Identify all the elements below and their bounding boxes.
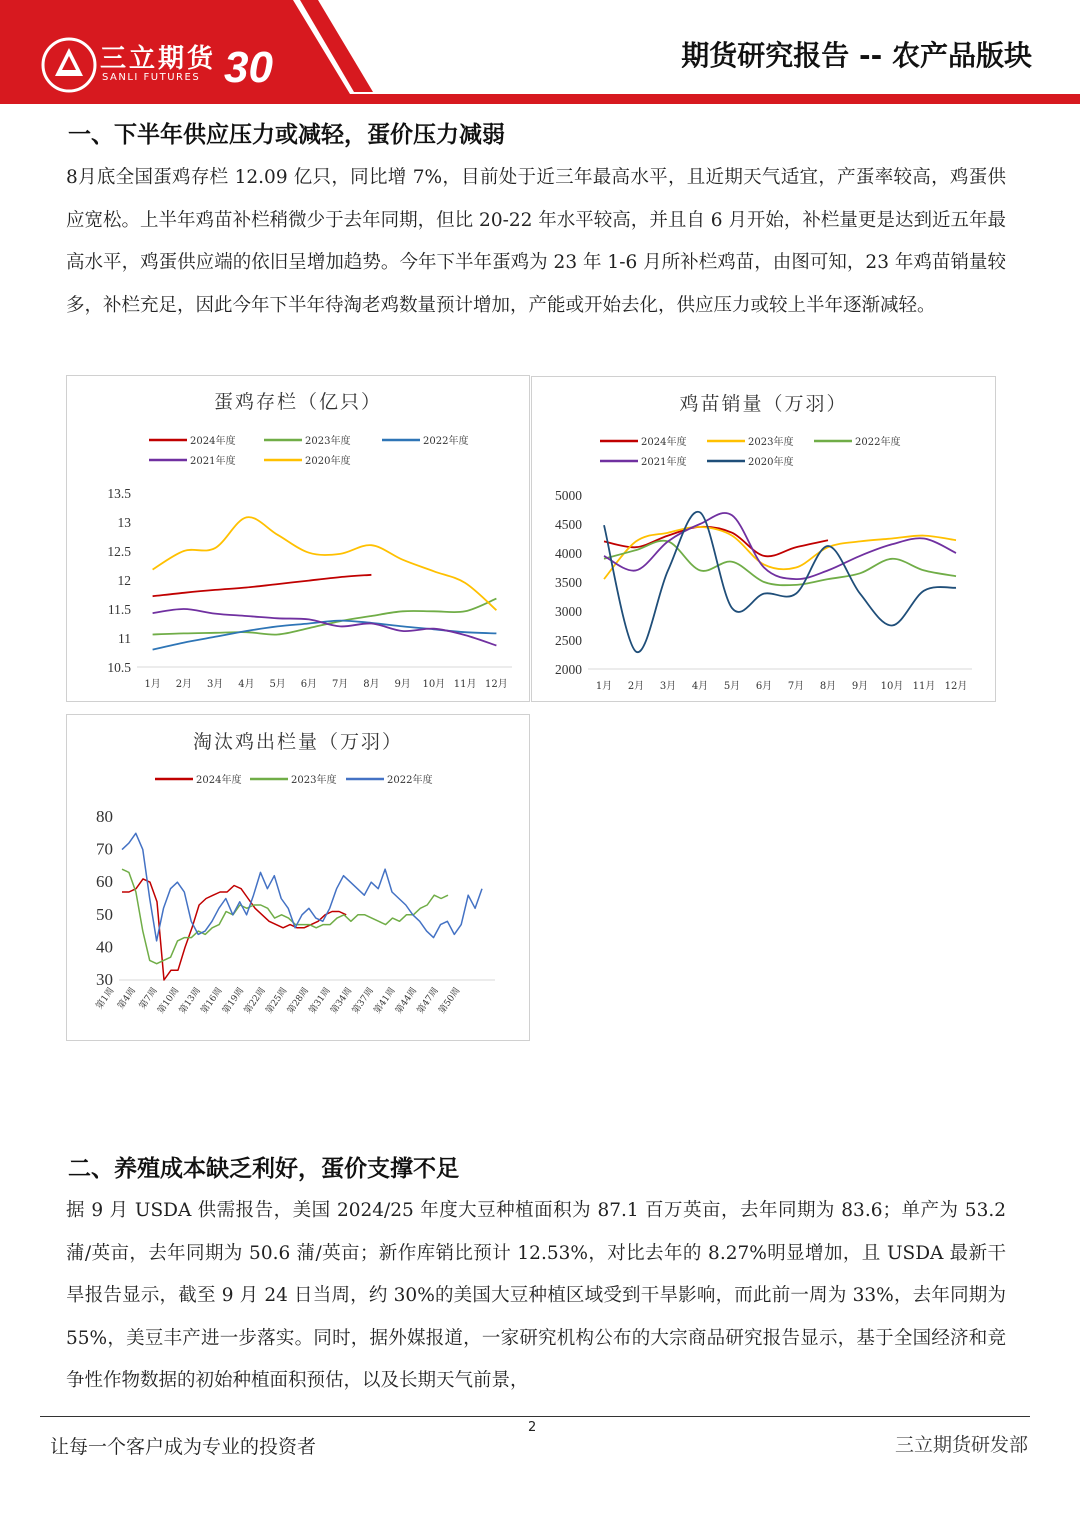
legend-label: 2021年度 [641,457,687,468]
series-line [153,575,372,596]
legend-label: 2022年度 [855,437,901,448]
x-tick-label: 10月 [422,679,446,690]
legend-label: 2022年度 [423,436,469,447]
chart-layer-stock [66,375,530,702]
chart-culled-hens [66,714,530,1041]
y-tick-label: 30 [96,970,113,989]
x-tick-label: 4月 [691,681,709,692]
series-line [122,879,346,980]
y-tick-label: 11.5 [107,602,131,617]
x-tick-label: 第7周 [137,985,160,1012]
x-tick-label: 第19周 [221,985,247,1016]
y-tick-label: 70 [96,839,113,859]
x-tick-label: 8月 [819,681,837,692]
x-tick-label: 第47周 [415,985,441,1016]
y-tick-label: 50 [96,904,113,924]
section-2-title: 二、养殖成本缺乏利好，蛋价支撑不足 [68,1156,459,1182]
series-line [153,517,497,610]
chart-culled-hens-svg [67,715,529,1040]
x-tick-label: 2月 [175,679,193,690]
section-2-paragraph: 据 9 月 USDA 供需报告，美国 2024/25 年度大豆种植面积为 87.1 百万英亩，去年同期为 83.6；单产为 53.2 蒲/英亩，去年同期为 50.6 蒲/英亩；新作库销比预计 12.53%，对比去年的 8.27%明显增加，且 USDA 最新干旱报告显示，截至 9 月 24 日当周，约 30%的美国大豆种植区域受到干旱影响，而此前一周为 33%，去年同期为 55%，美豆丰产进一步落实。同时，据外媒报道，一家研究机构公布的大宗商品研究报告显示，基于全国经济和竞争性作物数据的初始种植面积预估，以及长期天气前景， [66,1200,1006,1391]
y-tick-label: 40 [96,937,113,957]
x-tick-label: 12月 [485,679,508,690]
series-line [153,609,497,646]
x-tick-label: 第28周 [285,985,312,1016]
x-tick-label: 第10周 [156,985,182,1016]
x-tick-label: 第31周 [307,985,333,1016]
chart-layer-stock-svg [67,376,529,701]
x-tick-label: 7月 [331,679,349,690]
series-line [604,541,956,586]
x-tick-label: 3月 [206,679,224,690]
series-line [153,599,497,635]
x-tick-label: 第37周 [350,985,376,1016]
section-1-title: 一、下半年供应压力或减轻，蛋价压力减弱 [68,122,505,148]
x-tick-label: 3月 [659,681,677,692]
chart-chick-sales [531,376,996,702]
x-tick-label: 6月 [755,681,773,692]
x-tick-label: 第34周 [329,985,355,1016]
y-tick-label: 13.5 [107,486,131,501]
page-number: 2 [528,1420,537,1435]
x-tick-label: 4月 [238,679,255,690]
chart-chick-sales-svg [532,377,995,701]
x-tick-label: 11月 [453,679,477,690]
x-tick-label: 第25周 [264,985,290,1016]
x-tick-label: 9月 [394,679,411,690]
x-tick-label: 12月 [944,681,968,692]
y-tick-label: 11 [118,631,131,646]
logo-english-name: SANLI FUTURES [102,72,201,83]
legend-label: 2024年度 [641,437,687,448]
y-tick-label: 13 [117,515,131,530]
legend-label: 2024年度 [196,775,242,786]
anniversary-number: 30 [224,43,273,90]
legend-label: 2023年度 [748,437,794,448]
x-tick-label: 9月 [851,681,869,692]
y-tick-label: 3000 [555,604,582,619]
x-tick-label: 第50周 [437,985,463,1016]
x-tick-label: 1月 [144,679,161,690]
legend-label: 2023年度 [291,775,337,786]
y-tick-label: 2000 [555,662,582,677]
anniversary-30-logo [222,40,288,90]
y-tick-label: 10.5 [107,660,131,675]
x-tick-label: 10月 [880,681,904,692]
series-line [122,869,448,964]
series-line [604,527,828,557]
footer-department: 三立期货研发部 [894,1434,1028,1456]
x-tick-label: 第22周 [242,985,268,1016]
x-tick-label: 第44周 [394,985,420,1016]
legend-label: 2022年度 [387,775,433,786]
x-tick-label: 第1周 [94,985,117,1012]
chart-title: 淘汰鸡出栏量（万羽） [192,731,404,753]
legend-label: 2020年度 [305,456,351,467]
legend-label: 2020年度 [748,457,794,468]
x-tick-label: 11月 [912,681,936,692]
logo-chinese-name: 三立期货 [100,44,217,74]
report-title: 期货研究报告 -- 农产品版块 [681,39,1032,72]
x-tick-label: 2月 [627,681,645,692]
x-tick-label: 8月 [363,679,380,690]
x-tick-label: 7月 [787,681,805,692]
legend-label: 2024年度 [190,436,236,447]
x-tick-label: 1月 [595,681,613,692]
x-tick-label: 第13周 [177,985,203,1016]
chart-title: 蛋鸡存栏（亿只） [213,391,383,413]
y-tick-label: 3500 [555,575,582,590]
legend-label: 2021年度 [190,456,236,467]
y-tick-label: 4500 [555,517,582,532]
section-1-paragraph: 8月底全国蛋鸡存栏 12.09 亿只，同比增 7%，目前处于近三年最高水平，且近期天气适宜，产蛋率较高，鸡蛋供应宽松。上半年鸡苗补栏稍微少于去年同期，但比 20-22 年水平较高，并且自 6 月开始，补栏量更是达到近五年最高水平，鸡蛋供应端的依旧呈增加趋势。今年下半年蛋鸡为 23 年 1-6 月所补栏鸡苗，由图可知，23 年鸡苗销量较多，补栏充足，因此今年下半年待淘老鸡数量预计增加，产能或开始去化，供应压力或较上半年逐渐减轻。 [66,167,1006,316]
x-tick-label: 第41周 [372,985,398,1016]
series-line [604,512,956,652]
x-tick-label: 6月 [300,679,318,690]
x-tick-label: 第4周 [116,985,139,1012]
y-tick-label: 12.5 [107,544,131,559]
footer-slogan: 让每一个客户成为专业的投资者 [50,1436,317,1458]
sanli-logo-icon [40,36,98,94]
y-tick-label: 80 [96,807,113,826]
y-tick-label: 60 [96,872,113,892]
x-tick-label: 5月 [269,679,286,690]
y-tick-label: 5000 [555,488,582,503]
y-tick-label: 12 [117,573,131,588]
x-tick-label: 5月 [723,681,741,692]
chart-title: 鸡苗销量（万羽） [679,393,848,415]
footer-divider [40,1416,1030,1417]
y-tick-label: 2500 [555,633,582,648]
legend-label: 2023年度 [305,436,351,447]
y-tick-label: 4000 [555,546,582,561]
x-tick-label: 第16周 [199,985,225,1016]
